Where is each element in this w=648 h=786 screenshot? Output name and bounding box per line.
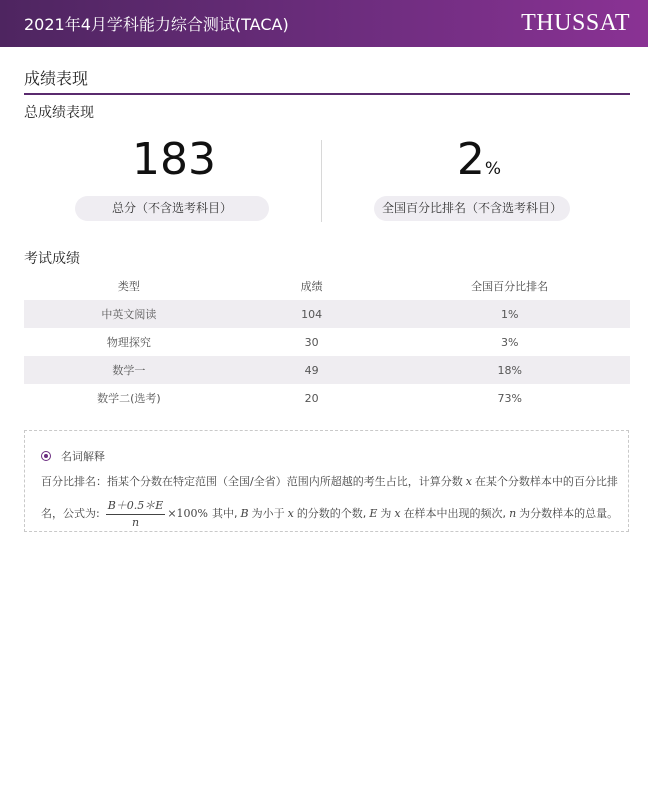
column-header-score: 成绩: [300, 280, 323, 293]
glossary-text: 百分比排名：指某个分数在特定范围（全国/全省）范围内所超越的考生占比，计算分数: [41, 475, 463, 488]
percentile-label: 全国百分比排名（不含选考科目）: [374, 196, 570, 221]
report-title: 2021年4月学科能力综合测试(TACA): [24, 15, 289, 34]
report-header: [0, 0, 648, 47]
glossary-title: 名词解释: [61, 450, 105, 463]
variable-n: n: [509, 506, 517, 520]
cell-percentile: 3%: [500, 335, 519, 349]
glossary-text: 其中,: [212, 507, 238, 520]
section-title: 成绩表现: [24, 66, 630, 95]
total-score: [24, 134, 324, 185]
cell-type: 数学一: [24, 356, 234, 384]
cell-type: 物理探究: [106, 336, 151, 349]
glossary-text: 为小于: [251, 507, 285, 520]
table-row: [24, 328, 630, 356]
overall-subtitle: 总成绩表现: [24, 105, 94, 121]
variable-x: x: [394, 506, 401, 520]
glossary-text: 为分数样本的总量。: [519, 507, 619, 520]
table-row: [24, 356, 630, 384]
radio-dot-icon: [41, 451, 51, 461]
column-header-type: 类型: [117, 280, 140, 293]
cell-score: 104: [234, 300, 390, 328]
score-summary: [24, 134, 630, 224]
glossary-text-line2: [41, 497, 621, 529]
variable-e: E: [369, 506, 378, 520]
formula-numerator: B＋0.5＊E: [106, 497, 166, 515]
exam-subtitle: 考试成绩: [24, 251, 80, 267]
variable-x: x: [287, 506, 294, 520]
cell-percentile: 1%: [389, 300, 630, 328]
cell-score: 20: [304, 391, 319, 405]
percentile-unit: %: [484, 159, 502, 179]
cell-type: 数学二(选考): [97, 392, 161, 405]
table-row: [24, 384, 630, 412]
cell-score: 30: [304, 335, 319, 349]
percentile-rank: [329, 134, 629, 191]
glossary-heading: [41, 448, 105, 464]
glossary-text: 在某个分数样本中的百分比排: [474, 475, 618, 488]
glossary-text: 在样本中出现的频次,: [403, 507, 507, 520]
cell-type: 中英文阅读: [24, 300, 234, 328]
cell-percentile: 18%: [389, 356, 630, 384]
formula-multiplier: ×100%: [167, 506, 208, 520]
cell-percentile: 73%: [497, 391, 522, 405]
total-score-label: 总分（不含选考科目）: [75, 196, 269, 221]
glossary-text: 的分数的个数,: [296, 507, 367, 520]
cell-score: 49: [234, 356, 390, 384]
variable-x: x: [465, 475, 472, 488]
total-score-value: 183: [132, 134, 216, 185]
formula-fraction: [106, 497, 166, 529]
table-row: [24, 300, 630, 328]
column-header-percentile: 全国百分比排名: [471, 280, 549, 293]
formula-denominator: n: [131, 516, 140, 529]
glossary-text: 为: [380, 507, 392, 520]
glossary-text-line1: [41, 473, 616, 489]
variable-b: B: [240, 506, 249, 520]
summary-divider: [321, 140, 322, 222]
table-header-row: [24, 272, 630, 300]
percentile-value: 2: [456, 134, 485, 185]
glossary-text: 名，公式为:: [41, 507, 100, 520]
brand-logo: THUSSAT: [521, 10, 630, 36]
score-table: [24, 272, 630, 412]
glossary-box: [24, 430, 629, 532]
